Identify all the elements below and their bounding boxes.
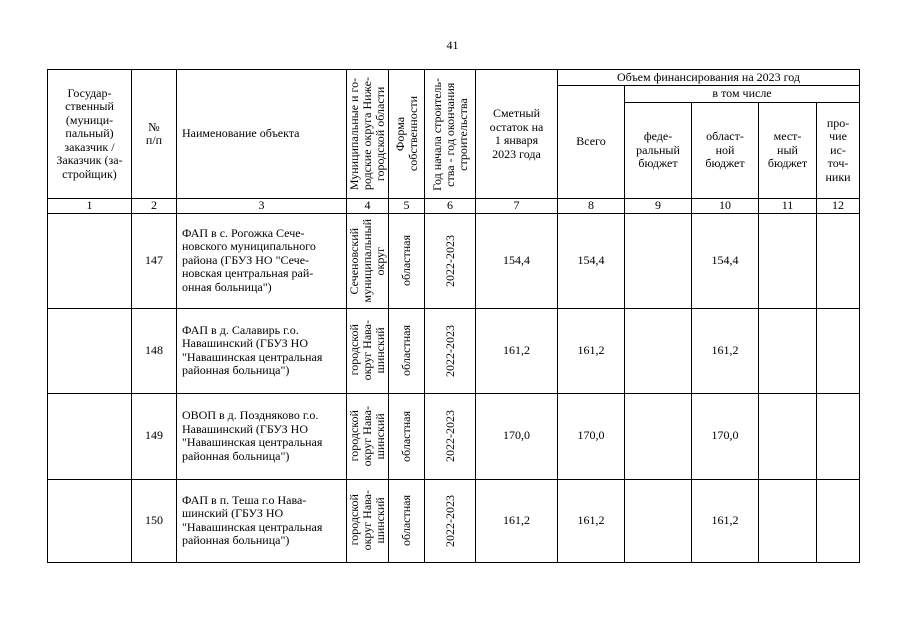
- header-local: мест- ный бюджет: [759, 103, 817, 199]
- cell-ownership: областная: [389, 393, 425, 479]
- cell-local: [759, 393, 817, 479]
- cell-ownership: областная: [389, 308, 425, 393]
- cell-number: 149: [132, 393, 177, 479]
- cell-object-name: ФАП в с. Рогожка Сече- новского муниципального района (ГБУЗ НО "Сече- новская центральная рай- онная больница"): [177, 213, 347, 308]
- cell-municipality: Сеченовский муниципальный округ: [347, 213, 389, 308]
- cell-regional: 170,0: [692, 393, 759, 479]
- cell-federal: [625, 308, 692, 393]
- header-regional: област- ной бюджет: [692, 103, 759, 199]
- header-number: № п/п: [132, 70, 177, 199]
- cell-other: [817, 393, 860, 479]
- col-num-3: 3: [177, 199, 347, 214]
- cell-years: 2022-2023: [425, 308, 476, 393]
- cell-other: [817, 479, 860, 562]
- cell-other: [817, 308, 860, 393]
- cell-other: [817, 213, 860, 308]
- header-ownership: Форма собственности: [389, 70, 425, 199]
- table-row: [48, 393, 860, 479]
- table-row: [48, 479, 860, 562]
- cell-regional: 161,2: [692, 479, 759, 562]
- cell-regional: 154,4: [692, 213, 759, 308]
- page-number: 41: [446, 38, 459, 52]
- cell-number: 147: [132, 213, 177, 308]
- table-row: [48, 308, 860, 393]
- col-num-5: 5: [389, 199, 425, 214]
- cell-federal: [625, 393, 692, 479]
- cell-regional: 161,2: [692, 308, 759, 393]
- header-municipality: Муниципальные и го- родские округа Ниже- городской области: [347, 70, 389, 199]
- cell-municipality: городской округ Нава- шинский: [347, 479, 389, 562]
- cell-balance: 161,2: [476, 308, 558, 393]
- col-num-9: 9: [625, 199, 692, 214]
- financing-table: [47, 69, 860, 563]
- col-num-10: 10: [692, 199, 759, 214]
- cell-federal: [625, 479, 692, 562]
- col-num-1: 1: [48, 199, 132, 214]
- cell-balance: 154,4: [476, 213, 558, 308]
- cell-balance: 161,2: [476, 479, 558, 562]
- col-num-2: 2: [132, 199, 177, 214]
- header-total: Всего: [558, 86, 625, 199]
- cell-local: [759, 213, 817, 308]
- cell-local: [759, 308, 817, 393]
- cell-object-name: ФАП в п. Теша г.о Нава- шинский (ГБУЗ НО "Навашинская центральная районная больница"): [177, 479, 347, 562]
- cell-object-name: ФАП в д. Салавирь г.о. Навашинский (ГБУЗ НО "Навашинская центральная районная больница"): [177, 308, 347, 393]
- col-num-7: 7: [476, 199, 558, 214]
- header-customer: Государ- ственный (муници- пальный) заказчик / Заказчик (за- стройщик): [48, 70, 132, 199]
- table-row: [48, 213, 860, 308]
- col-num-4: 4: [347, 199, 389, 214]
- cell-customer: [48, 308, 132, 393]
- cell-local: [759, 479, 817, 562]
- cell-ownership: областная: [389, 213, 425, 308]
- header-balance: Сметный остаток на 1 января 2023 года: [476, 70, 558, 199]
- header-years: Год начала строитель- ства - год окончания строительства: [425, 70, 476, 199]
- header-federal: феде- ральный бюджет: [625, 103, 692, 199]
- cell-number: 148: [132, 308, 177, 393]
- cell-years: 2022-2023: [425, 479, 476, 562]
- cell-federal: [625, 213, 692, 308]
- cell-balance: 170,0: [476, 393, 558, 479]
- cell-municipality: городской округ Нава- шинский: [347, 393, 389, 479]
- header-including: в том числе: [625, 86, 860, 103]
- cell-number: 150: [132, 479, 177, 562]
- col-num-8: 8: [558, 199, 625, 214]
- cell-customer: [48, 213, 132, 308]
- cell-total: 161,2: [558, 479, 625, 562]
- header-other: про- чие ис- точ- ники: [817, 103, 860, 199]
- column-number-row: [48, 199, 860, 214]
- cell-years: 2022-2023: [425, 393, 476, 479]
- cell-total: 161,2: [558, 308, 625, 393]
- col-num-12: 12: [817, 199, 860, 214]
- cell-ownership: областная: [389, 479, 425, 562]
- header-funding: Объем финансирования на 2023 год: [558, 70, 860, 86]
- cell-customer: [48, 393, 132, 479]
- col-num-6: 6: [425, 199, 476, 214]
- cell-years: 2022-2023: [425, 213, 476, 308]
- cell-total: 154,4: [558, 213, 625, 308]
- cell-object-name: ОВОП в д. Поздняково г.о. Навашинский (ГБУЗ НО "Навашинская центральная районная больница"): [177, 393, 347, 479]
- cell-municipality: городской округ Нава- шинский: [347, 308, 389, 393]
- cell-total: 170,0: [558, 393, 625, 479]
- cell-customer: [48, 479, 132, 562]
- header-object-name: Наименование объекта: [177, 70, 347, 199]
- col-num-11: 11: [759, 199, 817, 214]
